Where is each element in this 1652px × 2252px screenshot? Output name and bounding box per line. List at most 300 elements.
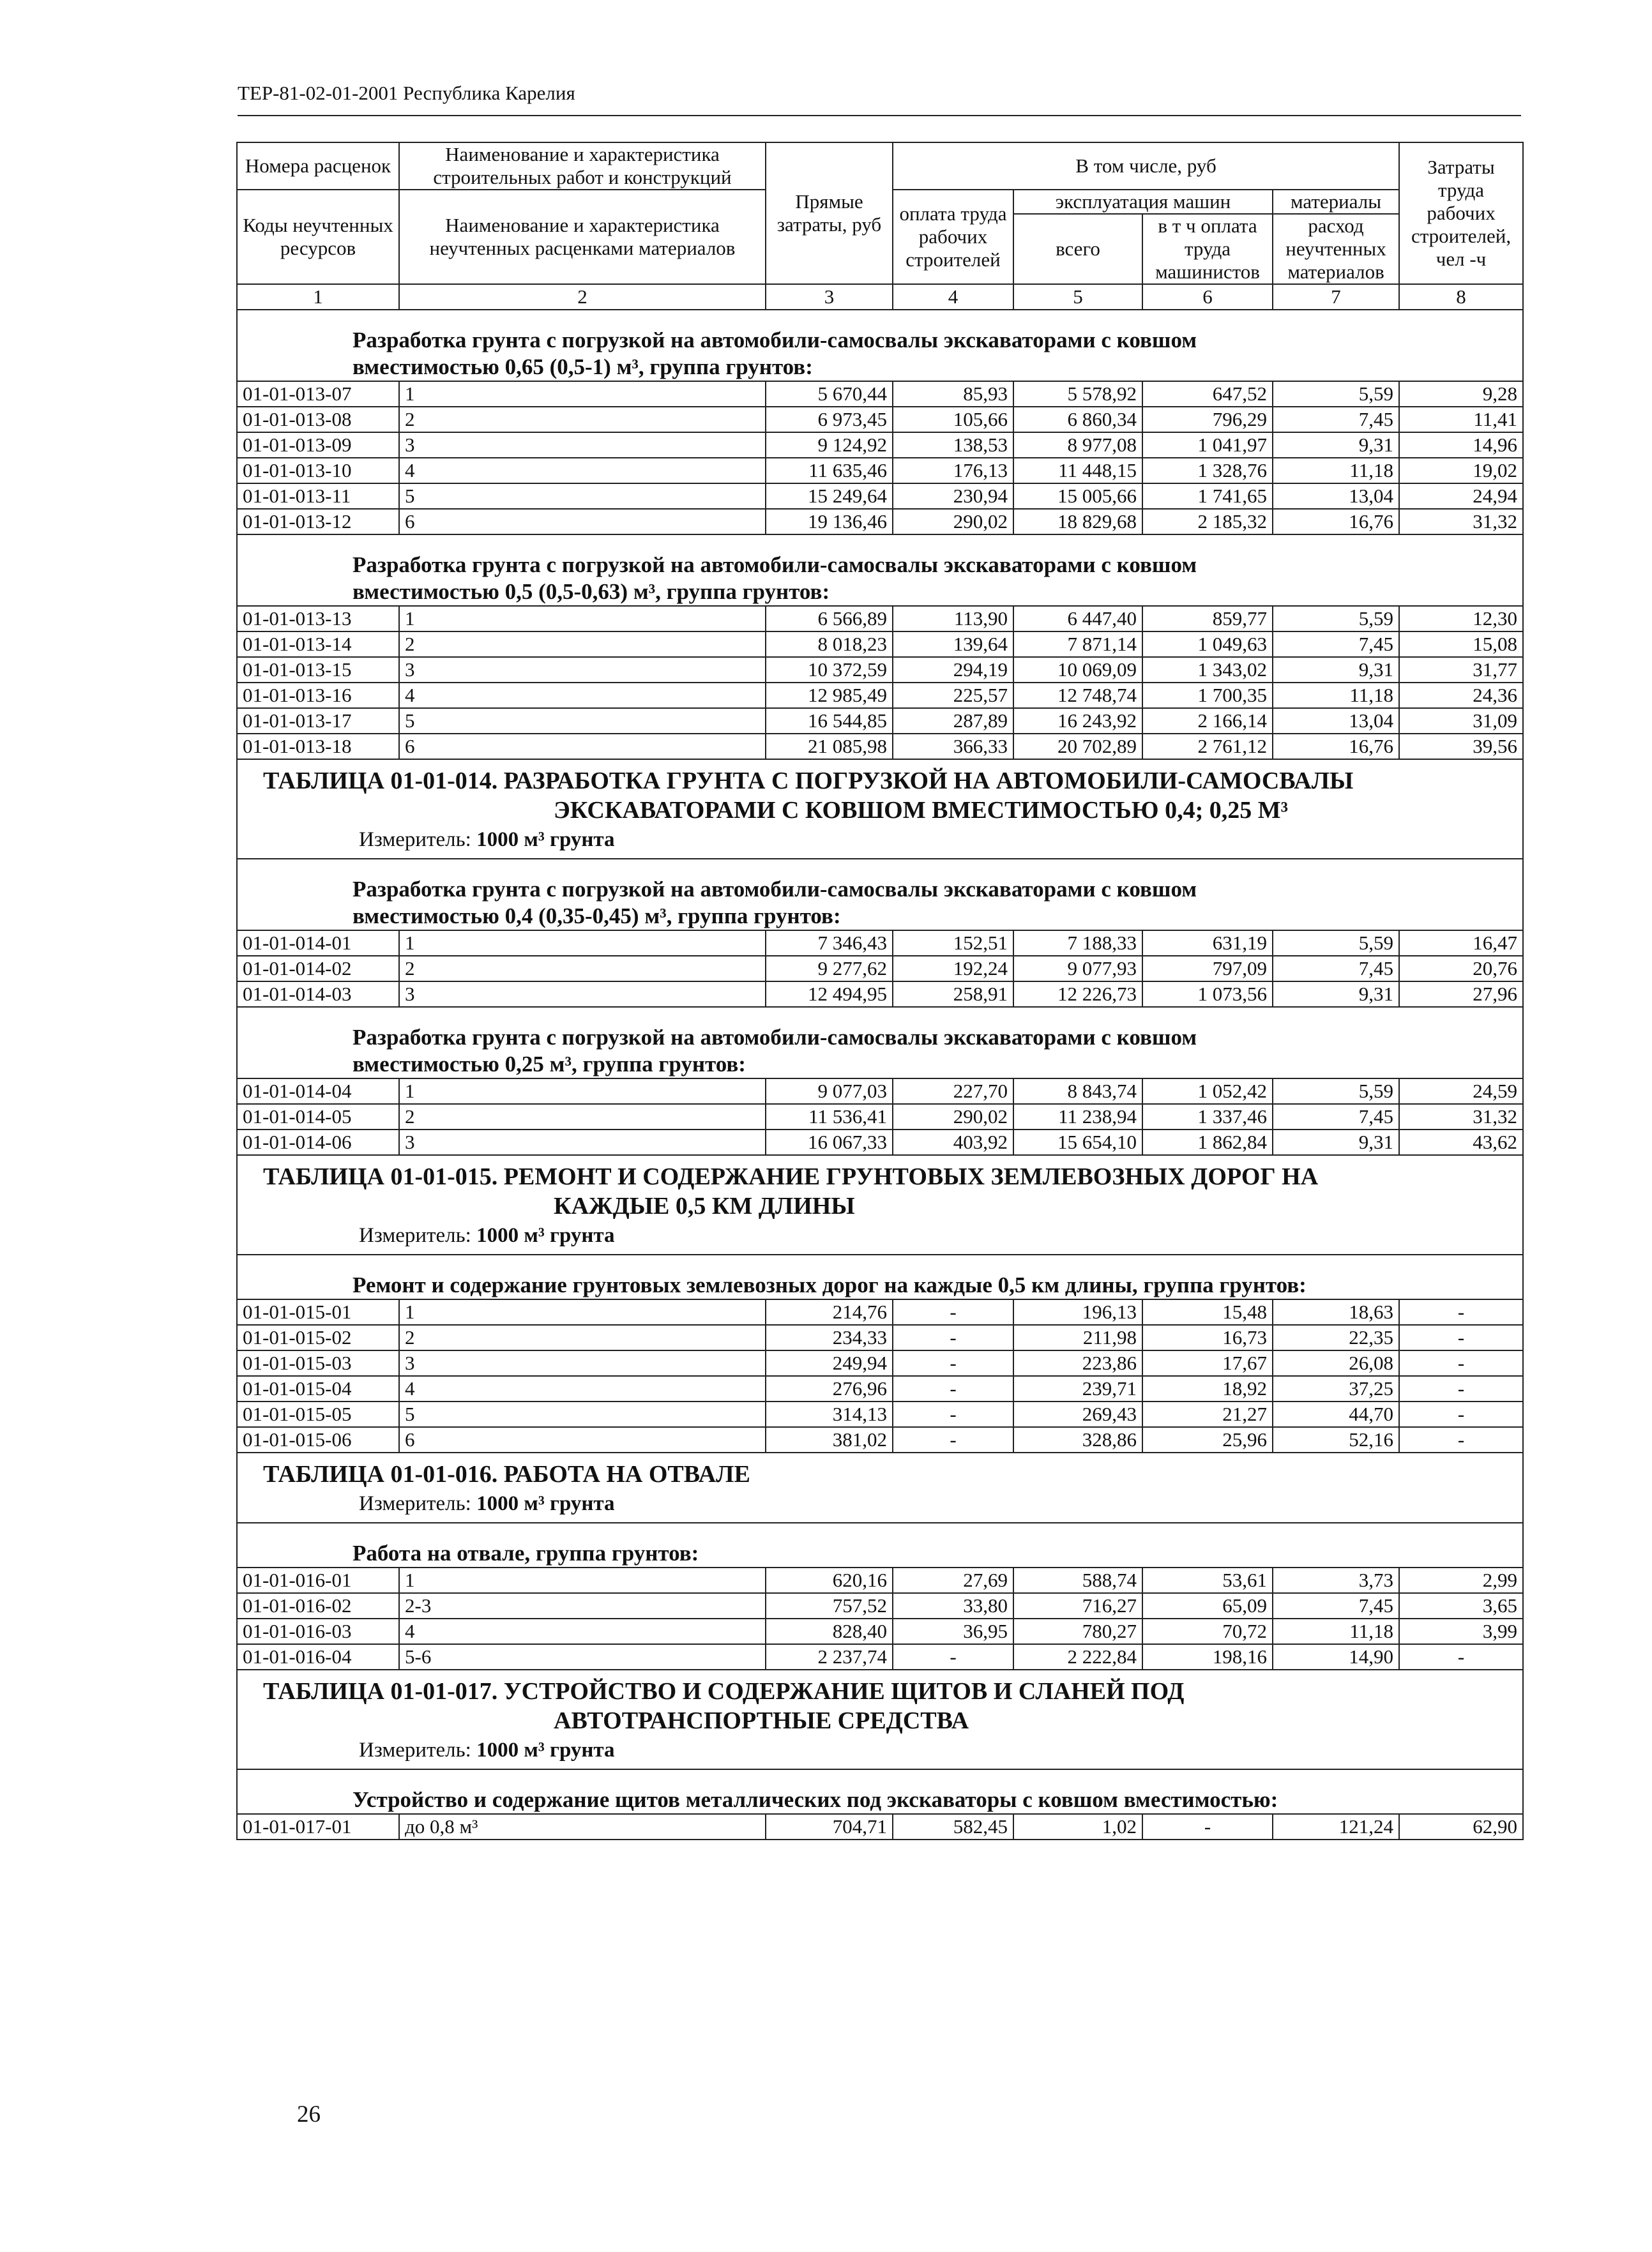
cell-worker-pay: 227,70: [893, 1078, 1013, 1104]
cell-materials-cost: 5,59: [1273, 381, 1399, 407]
cell-labor-hours: 9,28: [1399, 381, 1523, 407]
table-row: [237, 1402, 1523, 1427]
cell-machinist-pay: 21,27: [1142, 1402, 1273, 1427]
measure-value: 1000 м³ грунта: [476, 828, 615, 851]
cell-machines-total: 780,27: [1013, 1619, 1142, 1644]
measure-line: [263, 1221, 1517, 1250]
cell-direct-costs: 7 346,43: [766, 930, 893, 956]
cell-direct-costs: 314,13: [766, 1402, 893, 1427]
table-title-row: [237, 1453, 1523, 1523]
cell-materials-cost: 9,31: [1273, 432, 1399, 458]
table-title: [237, 759, 1523, 859]
cell-materials-cost: 11,18: [1273, 458, 1399, 483]
cell-rate-code: 01-01-013-08: [237, 407, 399, 432]
cell-materials-cost: 9,31: [1273, 1130, 1399, 1155]
page-number: 26: [297, 2101, 321, 2127]
section-title-line: Разработка грунта с погрузкой на автомобили-самосвалы экскаваторами с ковшом: [352, 552, 1197, 577]
table-title-line: ЭКСКАВАТОРАМИ С КОВШОМ ВМЕСТИМОСТЬЮ 0,4; 0,25 М³: [554, 797, 1289, 824]
cell-rate-code: 01-01-014-05: [237, 1104, 399, 1130]
table-row: [237, 1619, 1523, 1644]
cell-worker-pay: -: [893, 1644, 1013, 1670]
cell-group-number: 1: [399, 606, 766, 631]
table-row: [237, 981, 1523, 1007]
cell-materials-cost: 7,45: [1273, 1593, 1399, 1619]
col-unaccounted-materials: расход неучтенных материалов: [1273, 214, 1399, 284]
cell-machinist-pay: 2 166,14: [1142, 708, 1273, 734]
cell-rate-code: 01-01-014-04: [237, 1078, 399, 1104]
table-row: [237, 1593, 1523, 1619]
table-row: [237, 509, 1523, 534]
cell-machinist-pay: 70,72: [1142, 1619, 1273, 1644]
cell-worker-pay: 139,64: [893, 631, 1013, 657]
col-work-name: Наименование и характеристика строительных работ и конструкций: [399, 142, 766, 190]
cell-materials-cost: 7,45: [1273, 631, 1399, 657]
cell-worker-pay: 287,89: [893, 708, 1013, 734]
cell-labor-hours: 27,96: [1399, 981, 1523, 1007]
cell-machines-total: 7 871,14: [1013, 631, 1142, 657]
col-machinist-pay: в т ч оплата труда машинистов: [1142, 214, 1273, 284]
cell-materials-cost: 11,18: [1273, 683, 1399, 708]
cell-direct-costs: 620,16: [766, 1568, 893, 1593]
cell-worker-pay: 138,53: [893, 432, 1013, 458]
table-row: [237, 1376, 1523, 1402]
cell-group-number: 1: [399, 1299, 766, 1325]
section-title: [237, 859, 1523, 930]
section-title-line: Разработка грунта с погрузкой на автомобили-самосвалы экскаваторами с ковшом: [352, 877, 1197, 902]
cell-labor-hours: 2,99: [1399, 1568, 1523, 1593]
cell-worker-pay: 152,51: [893, 930, 1013, 956]
cell-direct-costs: 214,76: [766, 1299, 893, 1325]
column-number: 7: [1273, 284, 1399, 310]
cell-worker-pay: 403,92: [893, 1130, 1013, 1155]
measure-label: Измеритель:: [359, 1492, 471, 1515]
section-title-line: вместимостью 0,25 м³, группа грунтов:: [352, 1052, 746, 1077]
section-title-line: вместимостью 0,4 (0,35-0,45) м³, группа грунтов:: [352, 903, 841, 928]
cell-group-number: 6: [399, 734, 766, 759]
cell-direct-costs: 2 237,74: [766, 1644, 893, 1670]
price-table: [236, 142, 1524, 1840]
cell-machinist-pay: 1 041,97: [1142, 432, 1273, 458]
measure-label: Измеритель:: [359, 1224, 471, 1247]
column-number: 1: [237, 284, 399, 310]
cell-rate-code: 01-01-014-03: [237, 981, 399, 1007]
cell-materials-cost: 121,24: [1273, 1814, 1399, 1840]
cell-machines-total: 9 077,93: [1013, 956, 1142, 981]
table-title-row: [237, 1670, 1523, 1769]
cell-machines-total: 211,98: [1013, 1325, 1142, 1350]
cell-machines-total: 15 005,66: [1013, 483, 1142, 509]
cell-worker-pay: -: [893, 1299, 1013, 1325]
section-title-line: Устройство и содержание щитов металлических под экскаваторы с ковшом вместимостью:: [352, 1787, 1278, 1812]
measure-value: 1000 м³ грунта: [476, 1492, 615, 1515]
cell-group-number: 6: [399, 1427, 766, 1453]
cell-worker-pay: 294,19: [893, 657, 1013, 683]
cell-direct-costs: 6 973,45: [766, 407, 893, 432]
cell-direct-costs: 704,71: [766, 1814, 893, 1840]
cell-machinist-pay: 1 741,65: [1142, 483, 1273, 509]
table-row: [237, 458, 1523, 483]
cell-materials-cost: 7,45: [1273, 407, 1399, 432]
column-number: 5: [1013, 284, 1142, 310]
cell-machines-total: 18 829,68: [1013, 509, 1142, 534]
cell-group-number: 3: [399, 1350, 766, 1376]
cell-rate-code: 01-01-013-11: [237, 483, 399, 509]
cell-direct-costs: 6 566,89: [766, 606, 893, 631]
section-title-line: Работа на отвале, группа грунтов:: [352, 1541, 699, 1566]
cell-group-number: 4: [399, 1619, 766, 1644]
cell-machines-total: 1,02: [1013, 1814, 1142, 1840]
cell-direct-costs: 249,94: [766, 1350, 893, 1376]
table-row: [237, 1299, 1523, 1325]
table-title: [237, 1155, 1523, 1255]
cell-rate-code: 01-01-013-12: [237, 509, 399, 534]
cell-direct-costs: 19 136,46: [766, 509, 893, 534]
cell-machinist-pay: 1 328,76: [1142, 458, 1273, 483]
cell-direct-costs: 12 494,95: [766, 981, 893, 1007]
cell-group-number: 4: [399, 683, 766, 708]
cell-worker-pay: 176,13: [893, 458, 1013, 483]
cell-machines-total: 11 238,94: [1013, 1104, 1142, 1130]
cell-machinist-pay: 631,19: [1142, 930, 1273, 956]
cell-group-number: 3: [399, 432, 766, 458]
col-resource-codes: Коды неучтенных ресурсов: [237, 190, 399, 284]
table-row: [237, 1427, 1523, 1453]
cell-direct-costs: 8 018,23: [766, 631, 893, 657]
cell-materials-cost: 18,63: [1273, 1299, 1399, 1325]
cell-worker-pay: 27,69: [893, 1568, 1013, 1593]
cell-direct-costs: 15 249,64: [766, 483, 893, 509]
header-rule: [238, 115, 1521, 116]
table-row: [237, 1325, 1523, 1350]
section-title-row: [237, 1007, 1523, 1078]
cell-direct-costs: 11 635,46: [766, 458, 893, 483]
cell-worker-pay: 36,95: [893, 1619, 1013, 1644]
table-title-line: АВТОТРАНСПОРТНЫЕ СРЕДСТВА: [554, 1707, 969, 1734]
cell-machines-total: 7 188,33: [1013, 930, 1142, 956]
cell-rate-code: 01-01-014-02: [237, 956, 399, 981]
table-row: [237, 1104, 1523, 1130]
cell-machines-total: 6 447,40: [1013, 606, 1142, 631]
cell-machinist-pay: 1 052,42: [1142, 1078, 1273, 1104]
cell-machines-total: 8 977,08: [1013, 432, 1142, 458]
cell-direct-costs: 10 372,59: [766, 657, 893, 683]
cell-worker-pay: -: [893, 1402, 1013, 1427]
cell-group-number: 2: [399, 1104, 766, 1130]
cell-rate-code: 01-01-013-14: [237, 631, 399, 657]
cell-group-number: 5: [399, 1402, 766, 1427]
cell-machines-total: 10 069,09: [1013, 657, 1142, 683]
cell-machines-total: 12 748,74: [1013, 683, 1142, 708]
measure-value: 1000 м³ грунта: [476, 1739, 615, 1762]
table-title-row: [237, 759, 1523, 859]
cell-machinist-pay: 18,92: [1142, 1376, 1273, 1402]
section-title: [237, 1769, 1523, 1814]
section-title: [237, 1255, 1523, 1299]
table-row: [237, 1814, 1523, 1840]
cell-machinist-pay: 1 337,46: [1142, 1104, 1273, 1130]
cell-labor-hours: 31,32: [1399, 1104, 1523, 1130]
table-row: [237, 606, 1523, 631]
section-title-row: [237, 310, 1523, 381]
cell-worker-pay: 290,02: [893, 1104, 1013, 1130]
cell-direct-costs: 276,96: [766, 1376, 893, 1402]
cell-direct-costs: 5 670,44: [766, 381, 893, 407]
cell-materials-cost: 7,45: [1273, 956, 1399, 981]
cell-group-number: 2: [399, 631, 766, 657]
section-title-line: вместимостью 0,5 (0,5-0,63) м³, группа грунтов:: [352, 579, 830, 604]
cell-machinist-pay: 53,61: [1142, 1568, 1273, 1593]
cell-labor-hours: -: [1399, 1376, 1523, 1402]
section-title-line: Ремонт и содержание грунтовых землевозных дорог на каждые 0,5 км длины, группа грунтов:: [352, 1273, 1307, 1297]
cell-machines-total: 196,13: [1013, 1299, 1142, 1325]
cell-materials-cost: 9,31: [1273, 981, 1399, 1007]
measure-line: [263, 1489, 1517, 1518]
cell-group-number: 1: [399, 930, 766, 956]
cell-direct-costs: 16 067,33: [766, 1130, 893, 1155]
cell-labor-hours: -: [1399, 1325, 1523, 1350]
cell-materials-cost: 5,59: [1273, 606, 1399, 631]
section-title-row: [237, 859, 1523, 930]
cell-worker-pay: -: [893, 1350, 1013, 1376]
cell-machinist-pay: 797,09: [1142, 956, 1273, 981]
table-row: [237, 1644, 1523, 1670]
cell-rate-code: 01-01-015-06: [237, 1427, 399, 1453]
table-title-line: ТАБЛИЦА 01-01-017. УСТРОЙСТВО И СОДЕРЖАНИЕ ЩИТОВ И СЛАНЕЙ ПОД: [263, 1678, 1185, 1705]
table-row: [237, 708, 1523, 734]
cell-rate-code: 01-01-014-01: [237, 930, 399, 956]
cell-direct-costs: 12 985,49: [766, 683, 893, 708]
table-row: [237, 956, 1523, 981]
cell-labor-hours: 15,08: [1399, 631, 1523, 657]
section-title-line: Разработка грунта с погрузкой на автомобили-самосвалы экскаваторами с ковшом: [352, 1025, 1197, 1050]
table-row: [237, 1350, 1523, 1376]
column-number: 4: [893, 284, 1013, 310]
cell-direct-costs: 381,02: [766, 1427, 893, 1453]
cell-materials-cost: 37,25: [1273, 1376, 1399, 1402]
col-labor-hours: Затраты труда рабочих строителей, чел -ч: [1399, 142, 1523, 284]
cell-direct-costs: 21 085,98: [766, 734, 893, 759]
cell-worker-pay: -: [893, 1376, 1013, 1402]
cell-materials-cost: 11,18: [1273, 1619, 1399, 1644]
measure-value: 1000 м³ грунта: [476, 1224, 615, 1247]
cell-rate-code: 01-01-013-17: [237, 708, 399, 734]
cell-machines-total: 716,27: [1013, 1593, 1142, 1619]
table-row: [237, 1130, 1523, 1155]
cell-labor-hours: 12,30: [1399, 606, 1523, 631]
table-row: [237, 1568, 1523, 1593]
cell-worker-pay: 192,24: [893, 956, 1013, 981]
table-row: [237, 483, 1523, 509]
cell-machines-total: 11 448,15: [1013, 458, 1142, 483]
column-number: 3: [766, 284, 893, 310]
cell-worker-pay: 230,94: [893, 483, 1013, 509]
cell-rate-code: 01-01-014-06: [237, 1130, 399, 1155]
table-body: [237, 310, 1523, 1840]
cell-materials-cost: 7,45: [1273, 1104, 1399, 1130]
cell-labor-hours: -: [1399, 1402, 1523, 1427]
table-row: [237, 683, 1523, 708]
cell-group-number: 1: [399, 381, 766, 407]
cell-rate-code: 01-01-016-01: [237, 1568, 399, 1593]
cell-labor-hours: 31,32: [1399, 509, 1523, 534]
cell-machinist-pay: 1 343,02: [1142, 657, 1273, 683]
section-title: [237, 534, 1523, 606]
cell-labor-hours: 43,62: [1399, 1130, 1523, 1155]
cell-rate-code: 01-01-016-04: [237, 1644, 399, 1670]
cell-worker-pay: -: [893, 1427, 1013, 1453]
cell-machines-total: 239,71: [1013, 1376, 1142, 1402]
cell-worker-pay: 33,80: [893, 1593, 1013, 1619]
cell-group-number: 2: [399, 1325, 766, 1350]
cell-group-number: 6: [399, 509, 766, 534]
cell-direct-costs: 757,52: [766, 1593, 893, 1619]
cell-labor-hours: 16,47: [1399, 930, 1523, 956]
cell-rate-code: 01-01-013-13: [237, 606, 399, 631]
cell-labor-hours: 20,76: [1399, 956, 1523, 981]
measure-label: Измеритель:: [359, 828, 471, 851]
measure-label: Измеритель:: [359, 1739, 471, 1762]
cell-machines-total: 328,86: [1013, 1427, 1142, 1453]
cell-machinist-pay: 859,77: [1142, 606, 1273, 631]
column-numbers-row: [237, 284, 1523, 310]
cell-machinist-pay: 65,09: [1142, 1593, 1273, 1619]
table-row: [237, 381, 1523, 407]
cell-labor-hours: -: [1399, 1299, 1523, 1325]
cell-machines-total: 20 702,89: [1013, 734, 1142, 759]
cell-direct-costs: 828,40: [766, 1619, 893, 1644]
cell-rate-code: 01-01-013-18: [237, 734, 399, 759]
cell-group-number: 3: [399, 657, 766, 683]
cell-labor-hours: 24,59: [1399, 1078, 1523, 1104]
cell-machinist-pay: 2 185,32: [1142, 509, 1273, 534]
cell-group-number: 5: [399, 483, 766, 509]
cell-direct-costs: 9 124,92: [766, 432, 893, 458]
cell-labor-hours: 3,99: [1399, 1619, 1523, 1644]
cell-rate-code: 01-01-015-01: [237, 1299, 399, 1325]
cell-machinist-pay: 1 862,84: [1142, 1130, 1273, 1155]
cell-labor-hours: -: [1399, 1644, 1523, 1670]
section-title-row: [237, 1769, 1523, 1814]
cell-labor-hours: 24,36: [1399, 683, 1523, 708]
table-row: [237, 657, 1523, 683]
section-title: [237, 1007, 1523, 1078]
cell-group-number: до 0,8 м³: [399, 1814, 766, 1840]
table-title-line: КАЖДЫЕ 0,5 КМ ДЛИНЫ: [554, 1193, 855, 1220]
cell-worker-pay: 113,90: [893, 606, 1013, 631]
cell-materials-cost: 22,35: [1273, 1325, 1399, 1350]
cell-worker-pay: 258,91: [893, 981, 1013, 1007]
cell-machines-total: 15 654,10: [1013, 1130, 1142, 1155]
cell-labor-hours: 24,94: [1399, 483, 1523, 509]
cell-machinist-pay: 1 049,63: [1142, 631, 1273, 657]
section-title-row: [237, 1523, 1523, 1568]
cell-materials-cost: 14,90: [1273, 1644, 1399, 1670]
cell-direct-costs: 16 544,85: [766, 708, 893, 734]
cell-materials-cost: 13,04: [1273, 708, 1399, 734]
cell-worker-pay: 105,66: [893, 407, 1013, 432]
cell-machinist-pay: 16,73: [1142, 1325, 1273, 1350]
cell-materials-cost: 3,73: [1273, 1568, 1399, 1593]
cell-group-number: 4: [399, 458, 766, 483]
cell-labor-hours: 14,96: [1399, 432, 1523, 458]
cell-worker-pay: 366,33: [893, 734, 1013, 759]
cell-materials-cost: 5,59: [1273, 930, 1399, 956]
cell-rate-code: 01-01-015-04: [237, 1376, 399, 1402]
table-row: [237, 930, 1523, 956]
col-rate-numbers: Номера расценок: [237, 142, 399, 190]
cell-labor-hours: 11,41: [1399, 407, 1523, 432]
table-row: [237, 1078, 1523, 1104]
cell-direct-costs: 234,33: [766, 1325, 893, 1350]
cell-group-number: 2-3: [399, 1593, 766, 1619]
cell-group-number: 2: [399, 407, 766, 432]
cell-group-number: 1: [399, 1568, 766, 1593]
column-number: 2: [399, 284, 766, 310]
section-title-row: [237, 534, 1523, 606]
table-header: [237, 142, 1523, 310]
cell-labor-hours: -: [1399, 1350, 1523, 1376]
cell-rate-code: 01-01-016-02: [237, 1593, 399, 1619]
cell-machinist-pay: 1 073,56: [1142, 981, 1273, 1007]
cell-machines-total: 6 860,34: [1013, 407, 1142, 432]
cell-machinist-pay: 15,48: [1142, 1299, 1273, 1325]
cell-group-number: 3: [399, 1130, 766, 1155]
table-title: [237, 1453, 1523, 1523]
cell-group-number: 2: [399, 956, 766, 981]
cell-materials-cost: 13,04: [1273, 483, 1399, 509]
table-title-line: ТАБЛИЦА 01-01-015. РЕМОНТ И СОДЕРЖАНИЕ ГРУНТОВЫХ ЗЕМЛЕВОЗНЫХ ДОРОГ НА: [263, 1163, 1319, 1190]
cell-group-number: 5: [399, 708, 766, 734]
cell-labor-hours: 3,65: [1399, 1593, 1523, 1619]
cell-labor-hours: 62,90: [1399, 1814, 1523, 1840]
cell-labor-hours: -: [1399, 1427, 1523, 1453]
cell-rate-code: 01-01-015-03: [237, 1350, 399, 1376]
cell-materials-cost: 44,70: [1273, 1402, 1399, 1427]
cell-rate-code: 01-01-015-05: [237, 1402, 399, 1427]
cell-rate-code: 01-01-013-15: [237, 657, 399, 683]
table-row: [237, 631, 1523, 657]
cell-machines-total: 269,43: [1013, 1402, 1142, 1427]
cell-worker-pay: -: [893, 1325, 1013, 1350]
cell-group-number: 4: [399, 1376, 766, 1402]
section-title: [237, 310, 1523, 381]
col-materials: материалы: [1273, 190, 1399, 214]
col-group-including: В том числе, руб: [893, 142, 1399, 190]
cell-direct-costs: 9 277,62: [766, 956, 893, 981]
section-title-line: Разработка грунта с погрузкой на автомобили-самосвалы экскаваторами с ковшом: [352, 328, 1197, 352]
cell-machinist-pay: 25,96: [1142, 1427, 1273, 1453]
cell-materials-cost: 9,31: [1273, 657, 1399, 683]
section-title-row: [237, 1255, 1523, 1299]
cell-worker-pay: 290,02: [893, 509, 1013, 534]
cell-labor-hours: 31,09: [1399, 708, 1523, 734]
cell-machines-total: 8 843,74: [1013, 1078, 1142, 1104]
col-machines-total: всего: [1013, 214, 1142, 284]
cell-rate-code: 01-01-013-16: [237, 683, 399, 708]
measure-line: [263, 1735, 1517, 1765]
cell-rate-code: 01-01-017-01: [237, 1814, 399, 1840]
cell-group-number: 1: [399, 1078, 766, 1104]
cell-materials-cost: 26,08: [1273, 1350, 1399, 1376]
cell-group-number: 3: [399, 981, 766, 1007]
cell-materials-cost: 5,59: [1273, 1078, 1399, 1104]
cell-direct-costs: 11 536,41: [766, 1104, 893, 1130]
cell-rate-code: 01-01-013-10: [237, 458, 399, 483]
col-direct-costs: Прямые затраты, руб: [766, 142, 893, 284]
cell-materials-cost: 16,76: [1273, 509, 1399, 534]
cell-machinist-pay: 17,67: [1142, 1350, 1273, 1376]
cell-machinist-pay: 796,29: [1142, 407, 1273, 432]
